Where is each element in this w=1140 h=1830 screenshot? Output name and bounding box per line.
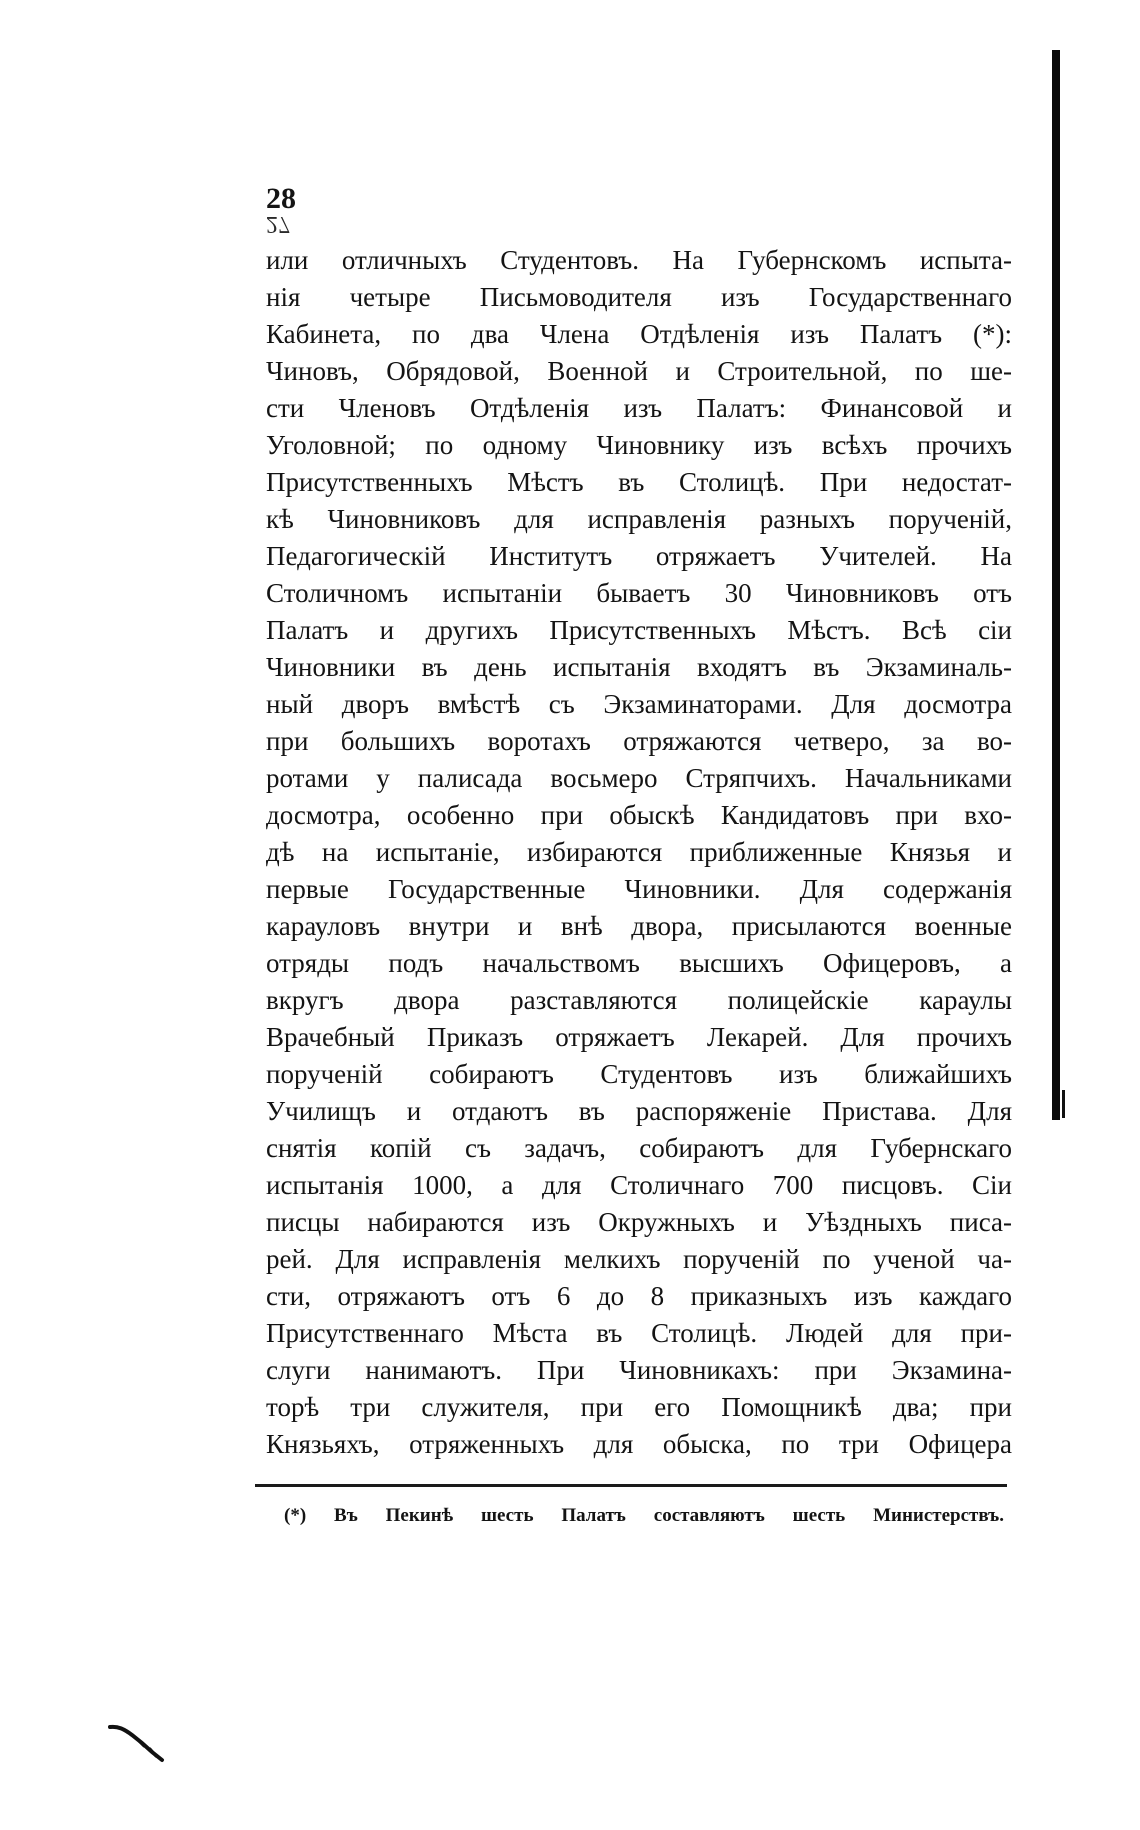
text-line: Князьяхъ, отряженныхъ для обыска, по три Офицера <box>266 1429 1012 1459</box>
text-line: Столичномъ испытаніи бываетъ 30 Чиновниковъ отъ <box>266 578 1012 608</box>
text-line: Училищъ и отдаютъ въ распоряженіе Пристава. Для <box>266 1096 1012 1126</box>
text-line: нія четыре Письмоводителя изъ Государственнаго <box>266 282 1012 312</box>
book-spine-shadow <box>1052 50 1060 1120</box>
text-line: ный дворъ вмѣстѣ съ Экзаминаторами. Для досмотра <box>266 689 1012 719</box>
text-line: порученій собираютъ Студентовъ изъ ближайшихъ <box>266 1059 1012 1089</box>
text-line: Присутственнаго Мѣста въ Столицѣ. Людей для при- <box>266 1318 1012 1348</box>
text-line: Палатъ и другихъ Присутственныхъ Мѣстъ. Всѣ сіи <box>266 615 1012 645</box>
body-text <box>266 242 1012 1463</box>
text-line: вкругъ двора разставляются полицейскіе караулы <box>266 985 1012 1015</box>
text-line: снятія копій съ задачъ, собираютъ для Губернскаго <box>266 1133 1012 1163</box>
text-line: Педагогическій Институтъ отряжаетъ Учителей. На <box>266 541 1012 571</box>
text-line: первые Государственные Чиновники. Для содержанія <box>266 874 1012 904</box>
text-line: досмотра, особенно при обыскѣ Кандидатовъ при вхо- <box>266 800 1012 830</box>
text-line: Кабинета, по два Члена Отдѣленія изъ Палатъ (*): <box>266 319 1012 349</box>
text-line: дѣ на испытаніе, избираются приближенные Князья и <box>266 837 1012 867</box>
text-line: отряды подъ начальствомъ высшихъ Офицеровъ, а <box>266 948 1012 978</box>
text-line: писцы набираются изъ Окружныхъ и Уѣздныхъ писа- <box>266 1207 1012 1237</box>
text-line: Присутственныхъ Мѣстъ въ Столицѣ. При недостат- <box>266 467 1012 497</box>
text-line: Врачебный Приказъ отряжаетъ Лекарей. Для прочихъ <box>266 1022 1012 1052</box>
text-line: кѣ Чиновниковъ для исправленія разныхъ порученій, <box>266 504 1012 534</box>
text-line: рей. Для исправленія мелкихъ порученій по ученой ча- <box>266 1244 1012 1274</box>
text-line: торѣ три служителя, при его Помощникѣ два; при <box>266 1392 1012 1422</box>
spine-mark <box>1062 1090 1065 1118</box>
page-number: 28 <box>266 182 296 215</box>
text-line: при большихъ воротахъ отряжаются четверо, за во- <box>266 726 1012 756</box>
text-line: карауловъ внутри и внѣ двора, присылаются военные <box>266 911 1012 941</box>
text-line: ротами у палисада восьмеро Стряпчихъ. Начальниками <box>266 763 1012 793</box>
text-line: Чиновники въ день испытанія входятъ въ Экзаминаль- <box>266 652 1012 682</box>
footnote-divider <box>255 1484 1007 1487</box>
bleed-through-smudge <box>440 1535 860 1547</box>
text-line: Уголовной; по одному Чиновнику изъ всѣхъ прочихъ <box>266 430 1012 460</box>
text-line: сти, отряжаютъ отъ 6 до 8 приказныхъ изъ каждаго <box>266 1281 1012 1311</box>
footnote: (*) Въ Пекинѣ шесть Палатъ составляютъ шесть Министерствъ. <box>284 1505 1004 1526</box>
text-line: Чиновъ, Обрядовой, Военной и Строительной, по ше- <box>266 356 1012 386</box>
text-line: испытанія 1000, а для Столичнаго 700 писцовъ. Сіи <box>266 1170 1012 1200</box>
ink-pen-mark <box>108 1723 168 1763</box>
text-line: слуги нанимаютъ. При Чиновникахъ: при Экзамина- <box>266 1355 1012 1385</box>
bleed-through-page-number: 27 <box>266 211 290 237</box>
text-line: сти Членовъ Отдѣленія изъ Палатъ: Финансовой и <box>266 393 1012 423</box>
text-line: или отличныхъ Студентовъ. На Губернскомъ испыта- <box>266 245 1012 275</box>
